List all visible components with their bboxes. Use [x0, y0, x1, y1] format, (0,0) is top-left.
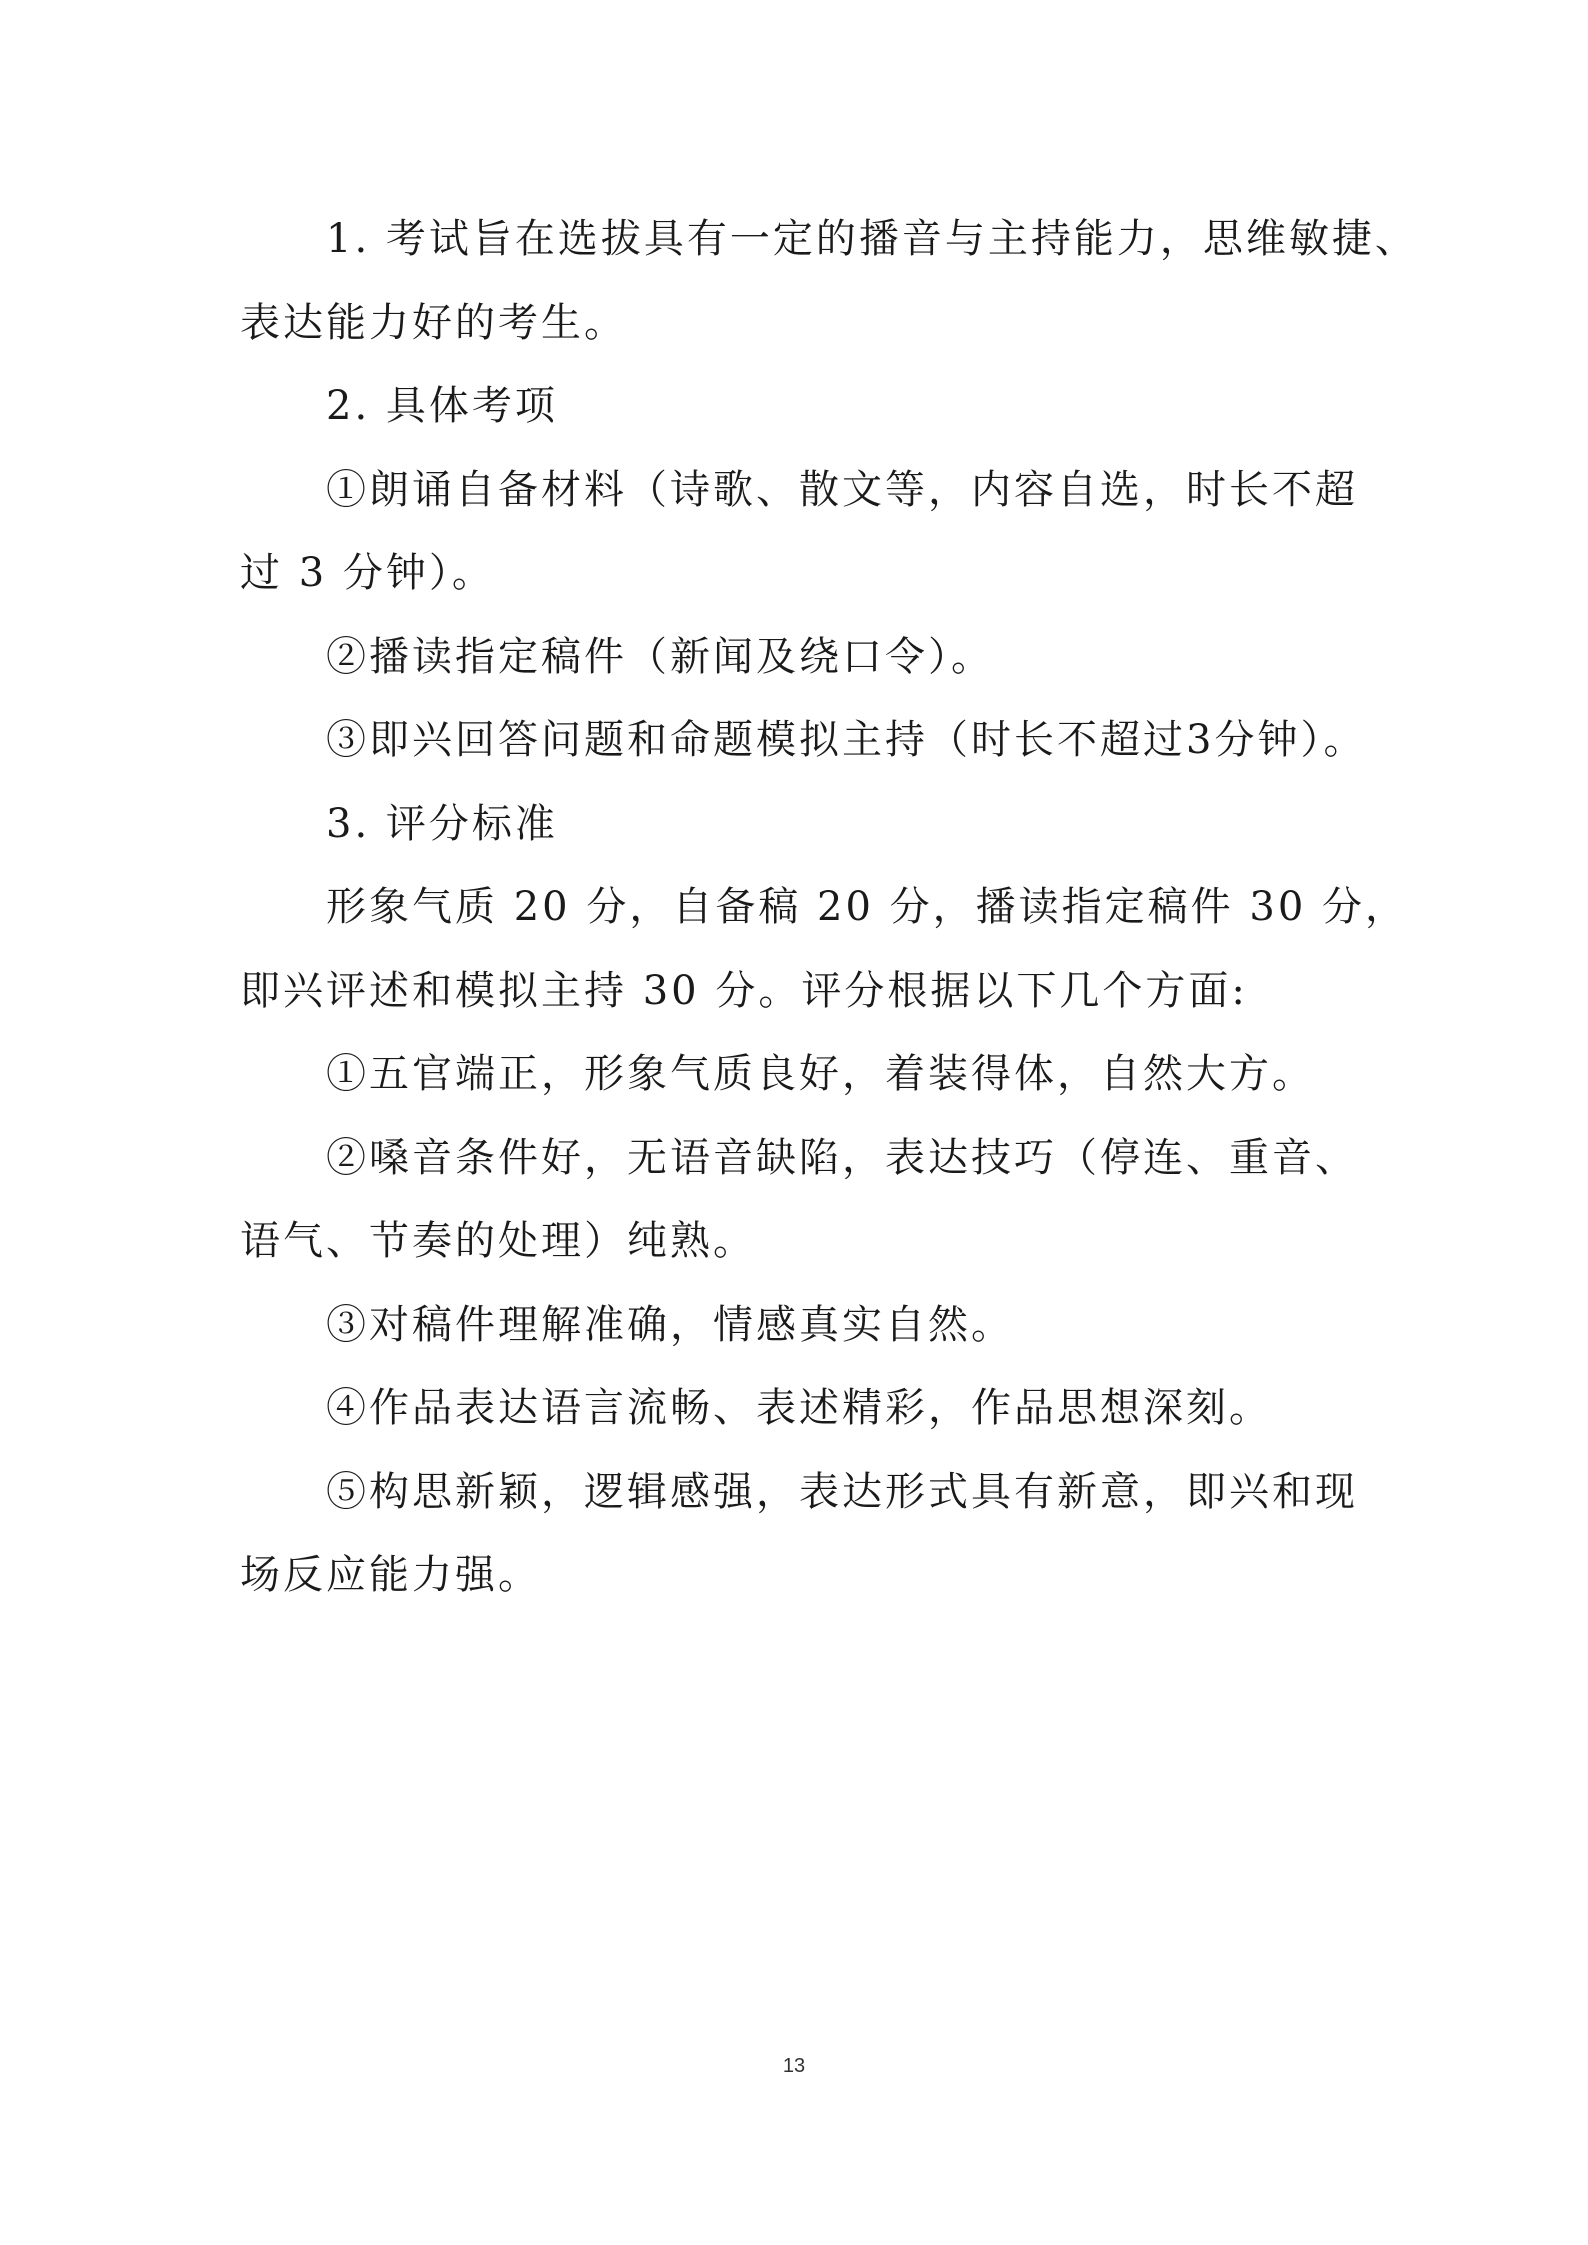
- list-item: ⑤构思新颖，逻辑感强，表达形式具有新意，即兴和现: [326, 1468, 1358, 1515]
- text-line: 过 3 分钟）。: [240, 550, 495, 596]
- list-item: ②嗓音条件好，无语音缺陷，表达技巧（停连、重音、: [326, 1134, 1358, 1181]
- text-line: 表达能力好的考生。: [240, 299, 627, 346]
- text-line: 场反应能力强。: [240, 1552, 541, 1598]
- section-heading: 2. 具体考项: [326, 383, 558, 429]
- document-body: [240, 198, 1418, 1618]
- text-line: 语气、节奏的处理）纯熟。: [240, 1218, 756, 1264]
- list-item: ①五官端正，形象气质良好，着装得体，自然大方。: [326, 1051, 1315, 1097]
- list-item: ①朗诵自备材料（诗歌、散文等，内容自选，时长不超: [326, 466, 1358, 513]
- section-heading: 3. 评分标准: [326, 800, 558, 847]
- text-line: 即兴评述和模拟主持 30 分。评分根据以下几个方面:: [240, 967, 1248, 1014]
- page-number: 13: [782, 2055, 806, 2077]
- list-item: ②播读指定稿件（新闻及绕口令）。: [326, 633, 994, 680]
- list-item: ③即兴回答问题和命题模拟主持（时长不超过3分钟）。: [326, 717, 1367, 763]
- list-item: ③对稿件理解准确，情感真实自然。: [326, 1301, 1014, 1348]
- text-line: 形象气质 20 分，自备稿 20 分，播读指定稿件 30 分，: [326, 884, 1408, 930]
- text-line: 1. 考试旨在选拔具有一定的播音与主持能力，思维敏捷、: [326, 216, 1418, 262]
- list-item: ④作品表达语言流畅、表述精彩，作品思想深刻。: [326, 1385, 1272, 1431]
